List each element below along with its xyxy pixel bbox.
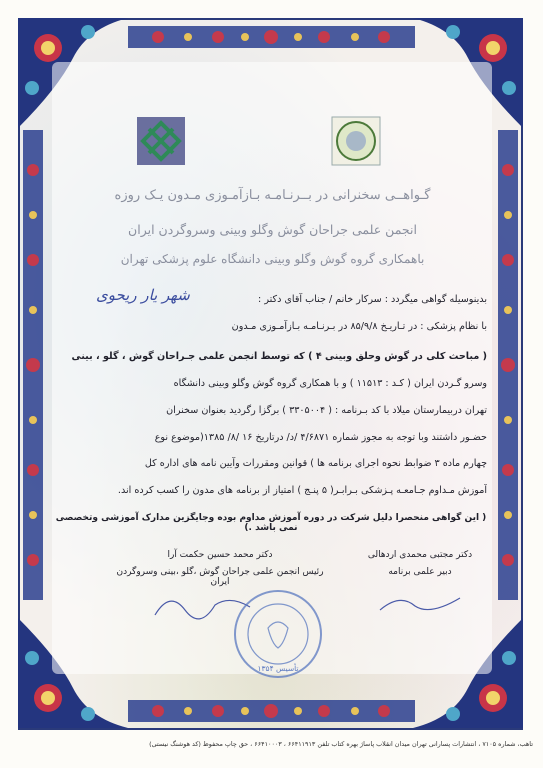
body-line-7-wrap	[55, 457, 487, 471]
right-ornament	[495, 130, 521, 600]
body-line-1-wrap	[55, 293, 487, 307]
right-signature-name: دکتر مجتبی محمدی اردهالی	[367, 550, 473, 560]
body-line-4: وسرو گـردن ایران ( کـد : ۱۱۵۱۳ ) و با همکاری گروه گوش وگلو وبینی دانشگاه	[173, 378, 487, 389]
organizer-name: انجمن علمی جراحان گوش وگلو وبینی وسروگردن ایران	[128, 222, 417, 237]
right-signature-scribble	[375, 588, 465, 618]
university-logo	[135, 115, 187, 167]
left-signature-title: رئیس انجمن علمی جراحان گوش ،گلو ،بینی وسروگردن ایران	[116, 567, 324, 587]
body-line-4-wrap	[55, 377, 487, 391]
right-signature-title: دبیر علمی برنامه	[388, 567, 452, 577]
print-footer: تاهب، شماره ۷۱۰۵ ، انتشارات پسارانی تهران میدان انقلاب پاساژ بهره کتاب تلفن ۶۶۴۱۱۹۱۳ ، ۶۶۴۱۰۰۰۳ ، حق چاپ محفوظ (کد هوشنگ نیستی)	[149, 740, 533, 748]
body-line-6-wrap	[55, 431, 487, 445]
body-line-2-wrap	[55, 320, 487, 334]
body-line-8-wrap	[55, 484, 487, 498]
cooperation-line: باهمکاری گروه گوش وگلو وبینی دانشگاه علوم پزشکی تهران	[120, 252, 425, 266]
body-line-6: حضـور داشتند وبا توجه به مجوز شماره ۴/۶۸۷۱ /د/ درتاریخ ۱۶ /۸/ ۱۳۸۵(موضوع نوع	[154, 432, 487, 443]
bottom-ornament	[128, 696, 415, 726]
body-line-2: با نظام پزشکی : در تـاریـخ ۸۵/۹/۸ در بـرنـامـه بـازآمـوزی مـدون	[231, 321, 487, 332]
left-ornament	[20, 130, 46, 600]
disclaimer-note: ( این گواهی منحصرا دلیل شرکت در دوره آموزش مداوم بوده وجایگزین مدارک آموزشی وتخصصی نمی باشد .)	[55, 513, 487, 533]
body-line-3-wrap	[55, 350, 487, 364]
body-line-5-wrap	[55, 404, 487, 418]
left-signature-name: دکتر محمد حسین حکمت آرا	[167, 550, 273, 560]
body-line-1: بدینوسیله گواهی میگردد : سرکار خانم / جناب آقای دکتر :	[258, 294, 487, 305]
body-line-5: تهران دربیمارستان میلاد با کد بـرنامه : ( ۳۳۰۵۰۰۴ ) برگزا رگردید بعنوان سخنران	[166, 405, 487, 416]
society-logo	[330, 115, 382, 167]
body-line-8: آموزش مـداوم جـامعـه پـزشکی بـرابـر( ۵ پنـج ) امتیاز از برنامه های مدون را کسب کرده اند.	[117, 485, 487, 496]
recipient-name: شهر یار ریحوی	[96, 286, 190, 304]
body-line-3: ( مباحث کلی در گوش وحلق وبینی ۴ ) که توسط انجمن علمی جـراحان گوش ، گلو ، بینی	[71, 351, 487, 362]
top-ornament	[128, 22, 415, 52]
stamp-caption: تأسیس ۱۳۵۴	[257, 664, 299, 673]
certificate-title: گـواهــی سخنرانی در بــرنـامـه بـازآمـوزی مـدون یـک روزه	[114, 188, 431, 203]
body-line-7: چهارم ماده ۳ ضوابط نحوه اجرای برنامه ها ) قوانین ومقررات وآیین نامه های اداره کل	[144, 458, 487, 469]
